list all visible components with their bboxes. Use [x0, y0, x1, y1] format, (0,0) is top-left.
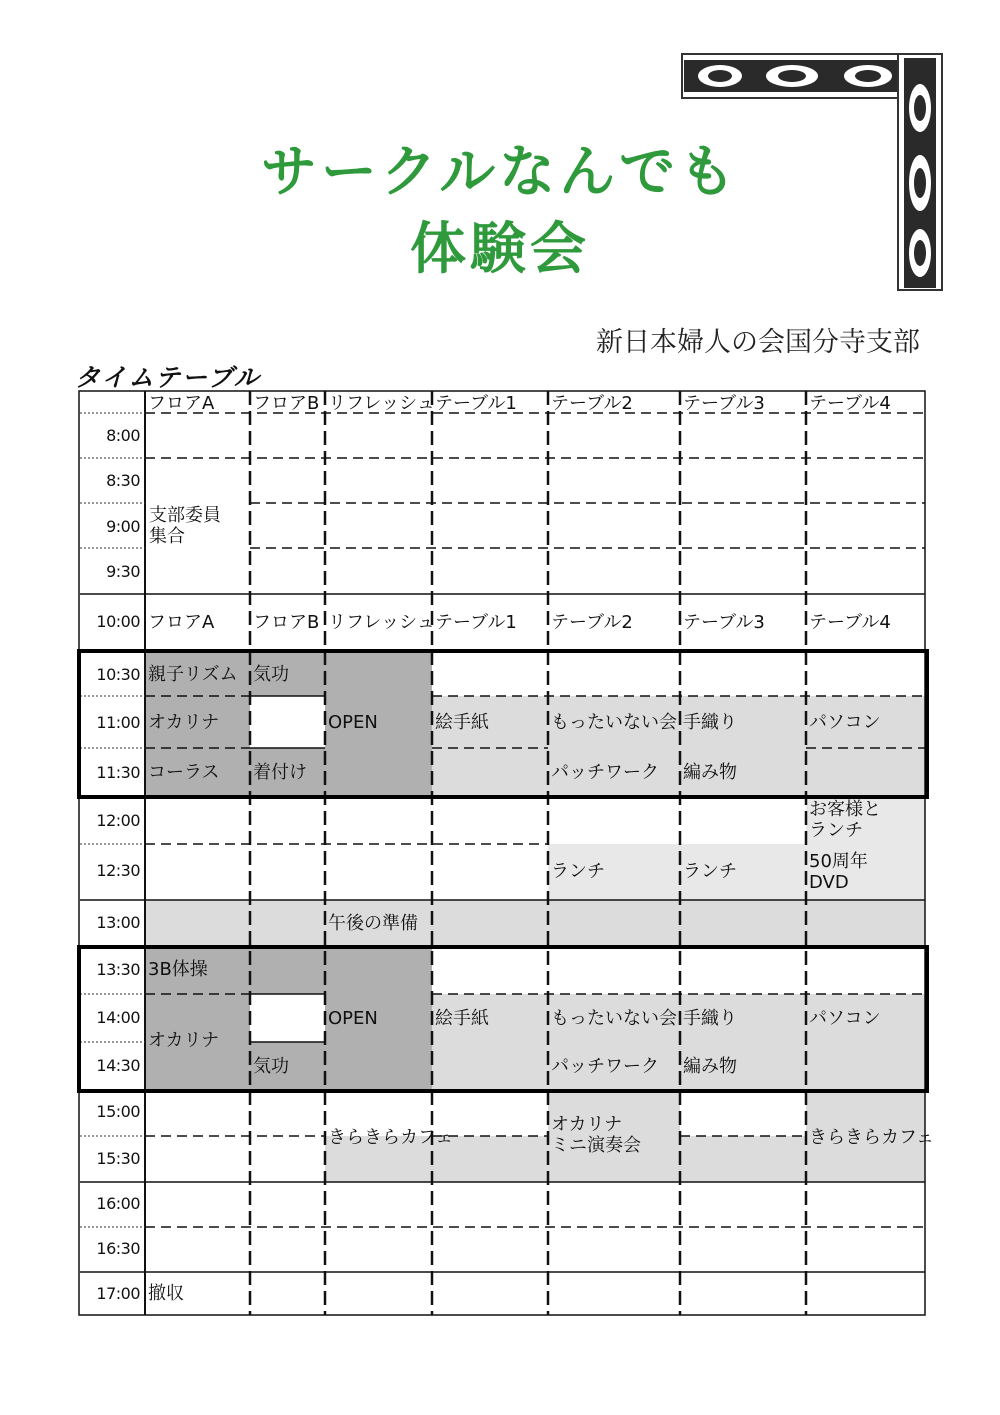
entry-pasokon: パソコン	[809, 712, 881, 733]
header2-floor-a: フロアA	[148, 612, 215, 633]
entry-mottainai: もったいない会	[551, 712, 677, 733]
entry-kirakira-cafe: きらきらカフェ	[809, 1127, 935, 1148]
time-label: 16:00	[96, 1194, 140, 1213]
time-label: 10:30	[96, 665, 140, 684]
entry-patchwork: パッチワーク	[551, 762, 659, 783]
entry-ocarina-mini: オカリナ	[551, 1114, 623, 1135]
entry-mottainai: もったいない会	[551, 1008, 677, 1029]
entry-shibu-iin: 支部委員	[149, 505, 221, 526]
time-label: 12:00	[96, 811, 140, 830]
time-label: 9:00	[106, 517, 140, 536]
entry-dvd: DVD	[809, 872, 849, 893]
entry-kirakira-cafe: きらきらカフェ	[328, 1127, 454, 1148]
entry-open: OPEN	[328, 712, 378, 733]
entry-amimono: 編み物	[683, 1056, 737, 1077]
header2-table-2: テーブル2	[551, 612, 633, 633]
page-title-line2: 体験会	[410, 217, 590, 282]
time-label: 14:30	[96, 1056, 140, 1075]
entry-teori: 手織り	[683, 712, 737, 733]
entry-ocarina: オカリナ	[148, 1030, 220, 1051]
time-label: 14:00	[96, 1008, 140, 1027]
time-label: 15:30	[96, 1149, 140, 1168]
time-label: 17:00	[96, 1284, 140, 1303]
time-label: 11:00	[96, 713, 140, 732]
entry-etegami: 絵手紙	[435, 1008, 489, 1029]
time-label: 11:30	[96, 763, 140, 782]
entry-lunch-guest: ランチ	[809, 820, 863, 841]
header-refresh: リフレッシュ	[328, 393, 435, 414]
entry-kitsuke: 着付け	[253, 762, 307, 783]
entry-kikou: 気功	[253, 664, 289, 685]
entry-ocarina: オカリナ	[148, 712, 220, 733]
entry-shugo: 集合	[149, 526, 185, 547]
entry-gogo-junbi: 午後の準備	[328, 913, 418, 934]
time-label: 8:00	[106, 426, 140, 445]
entry-okyakusama: お客様と	[809, 799, 881, 820]
header2-floor-b: フロアB	[253, 612, 320, 633]
page-title-line1: サークルなんでも	[260, 140, 740, 205]
header2-refresh: リフレッシュ	[328, 612, 435, 633]
header2-table-3: テーブル3	[683, 612, 765, 633]
time-label: 10:00	[96, 612, 140, 631]
timetable-label: タイムテーブル	[75, 363, 261, 392]
header-table-4: テーブル4	[809, 393, 891, 414]
time-label: 15:00	[96, 1102, 140, 1121]
header-floor-b: フロアB	[253, 393, 320, 414]
entry-pasokon: パソコン	[809, 1008, 881, 1029]
time-label: 13:30	[96, 960, 140, 979]
header2-table-4: テーブル4	[809, 612, 891, 633]
entry-anniversary: 50周年	[809, 851, 868, 872]
entry-chorus: コーラス	[148, 762, 220, 783]
entry-teori: 手織り	[683, 1008, 737, 1029]
entry-oyako-rhythm: 親子リズム	[148, 664, 238, 685]
entry-mini-ensoukai: ミニ演奏会	[551, 1135, 641, 1156]
entry-kikou: 気功	[253, 1056, 289, 1077]
header-floor-a: フロアA	[148, 393, 215, 414]
header2-table-1: テーブル1	[435, 612, 517, 633]
header-table-1: テーブル1	[435, 393, 517, 414]
time-label: 12:30	[96, 861, 140, 880]
time-label: 9:30	[106, 562, 140, 581]
organization-name: 新日本婦人の会国分寺支部	[596, 327, 920, 358]
header-table-2: テーブル2	[551, 393, 633, 414]
entry-open: OPEN	[328, 1008, 378, 1029]
entry-etegami: 絵手紙	[435, 712, 489, 733]
time-label: 16:30	[96, 1239, 140, 1258]
time-label: 13:00	[96, 913, 140, 932]
entry-lunch: ランチ	[551, 861, 605, 882]
entry-amimono: 編み物	[683, 762, 737, 783]
header-table-3: テーブル3	[683, 393, 765, 414]
entry-3b-taisou: 3B体操	[148, 959, 208, 980]
entry-lunch: ランチ	[683, 861, 737, 882]
entry-patchwork: パッチワーク	[551, 1056, 659, 1077]
entry-tesshuu: 撤収	[148, 1283, 184, 1304]
time-label: 8:30	[106, 471, 140, 490]
